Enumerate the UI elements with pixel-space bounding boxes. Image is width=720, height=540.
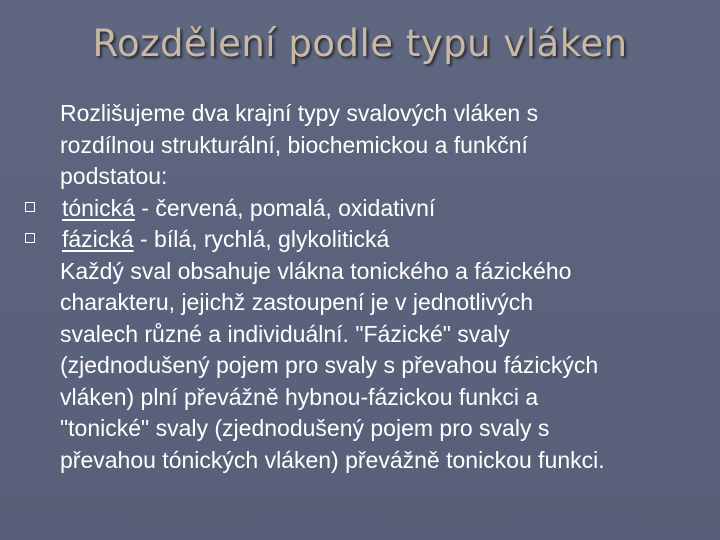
slide-body	[22, 98, 712, 476]
outro-line: svalech různé a individuální. "Fázické" svaly	[60, 320, 510, 347]
outro-line: převahou tónických vláken) převážně tonickou funkci.	[60, 446, 605, 473]
slide-title: Rozdělení podle typu vláken	[92, 22, 628, 65]
intro-paragraph	[22, 98, 712, 193]
intro-line: podstatou:	[60, 163, 168, 189]
outro-line: Každý sval obsahuje vlákna tonického a fázického	[60, 257, 572, 284]
bullet-item-fazicka	[22, 224, 712, 256]
outro-line: "tonické" svaly (zjednodušený pojem pro svaly s	[60, 415, 550, 441]
outro-paragraph	[22, 256, 712, 477]
bullet-item-tonicka	[22, 193, 712, 225]
outro-line: (zjednodušený pojem pro svaly s převahou fázických	[60, 352, 599, 378]
intro-line: Rozlišujeme dva krajní typy svalových vláken s	[60, 100, 539, 126]
outro-line: vláken) plní převážně hybnou-fázickou funkci a	[60, 383, 539, 410]
outro-line: charakteru, jejichž zastoupení je v jednotlivých	[60, 289, 534, 315]
bullet-text: - bílá, rychlá, glykolitická	[133, 226, 390, 252]
square-bullet-icon	[25, 233, 35, 243]
bullet-text: - červená, pomalá, oxidativní	[134, 194, 436, 221]
bullet-term: tónická	[62, 194, 135, 221]
square-bullet-icon	[25, 202, 35, 212]
intro-line: rozdílnou strukturální, biochemickou a funkční	[60, 131, 528, 158]
bullet-term: fázická	[62, 226, 134, 252]
